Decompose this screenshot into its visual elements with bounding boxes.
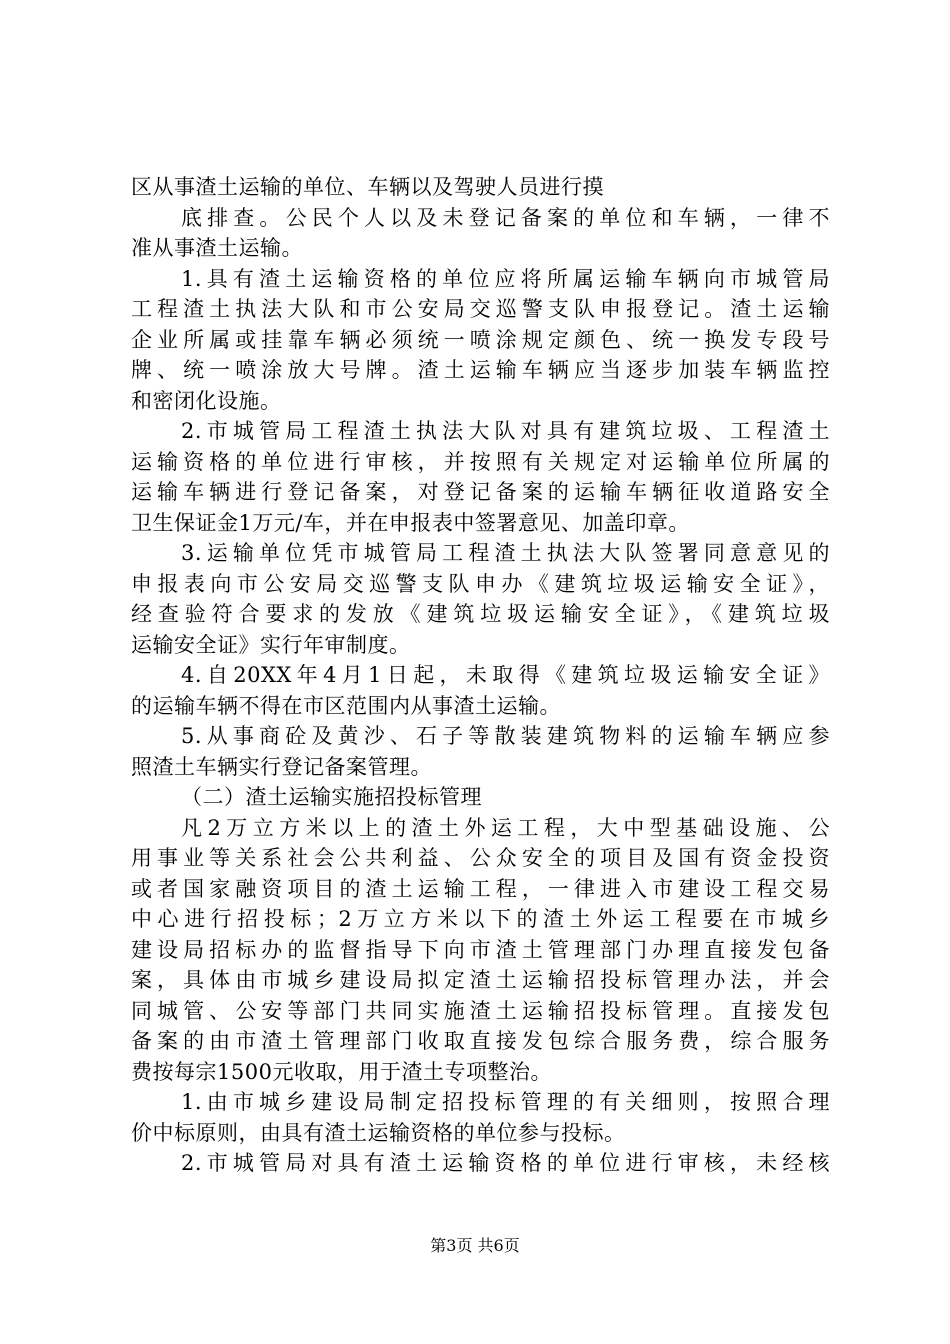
text-line: 4.自20XX年4月1日起，未取得《建筑垃圾运输安全证》 [181, 663, 830, 687]
text-line: 凡2万立方米以上的渣土外运工程，大中型基础设施、公 [181, 815, 830, 840]
text-line: 用事业等关系社会公共利益、公众安全的项目及国有资金投资 [131, 846, 830, 870]
text-line: 3.运输单位凭市城管局工程渣土执法大队签署同意意见的 [181, 541, 830, 565]
text-line: 5.从事商砼及黄沙、石子等散装建筑物料的运输车辆应参 [181, 724, 830, 748]
document-body [131, 172, 830, 1179]
text-line: 建设局招标办的监督指导下向市渣土管理部门办理直接发包备 [131, 937, 830, 962]
text-line: 或者国家融资项目的渣土运输工程，一律进入市建设工程交易 [131, 876, 830, 901]
text-line: （二）渣土运输实施招投标管理 [181, 785, 482, 809]
text-line: 申报表向市公安局交巡警支队申办《建筑垃圾运输安全证》， [131, 571, 830, 596]
text-line: 备案的由市渣土管理部门收取直接发包综合服务费，综合服务 [131, 1029, 830, 1053]
page-footer: 第3页 共6页 [430, 1236, 520, 1255]
text-line: 运输车辆进行登记备案，对登记备案的运输车辆征收道路安全 [131, 480, 830, 504]
text-line: 经查验符合要求的发放《建筑垃圾运输安全证》，《建筑垃圾 [131, 602, 830, 626]
text-line: 企业所属或挂靠车辆必须统一喷涂规定颜色、统一换发专段号 [131, 327, 830, 352]
text-line: 准从事渣土运输。 [131, 236, 303, 260]
text-line: 2.市城管局对具有渣土运输资格的单位进行审核，未经核 [181, 1151, 830, 1175]
text-line: 1.由市城乡建设局制定招投标管理的有关细则，按照合理 [181, 1090, 830, 1114]
text-line: 中心进行招投标；2万立方米以下的渣土外运工程要在市城乡 [131, 907, 830, 931]
text-line: 案，具体由市城乡建设局拟定渣土运输招投标管理办法，并会 [131, 968, 830, 992]
text-line: 底排查。公民个人以及未登记备案的单位和车辆，一律不 [181, 205, 830, 230]
text-line: 2.市城管局工程渣土执法大队对具有建筑垃圾、工程渣土 [181, 419, 830, 443]
text-line: 运输资格的单位进行审核，并按照有关规定对运输单位所属的 [131, 449, 830, 474]
text-line: 运输安全证》实行年审制度。 [131, 632, 411, 657]
text-line: 区从事渣土运输的单位、车辆以及驾驶人员进行摸 [131, 175, 604, 199]
text-line: 费按每宗1500元收取，用于渣土专项整治。 [131, 1059, 552, 1084]
text-line: 同城管、公安等部门共同实施渣土运输招投标管理。直接发包 [131, 998, 830, 1023]
text-line: 的运输车辆不得在市区范围内从事渣土运输。 [131, 693, 561, 718]
text-line: 和密闭化设施。 [131, 388, 282, 413]
text-line: 卫生保证金1万元/车，并在申报表中签署意见、加盖印章。 [131, 510, 690, 535]
text-line: 价中标原则，由具有渣土运输资格的单位参与投标。 [131, 1120, 626, 1145]
text-line: 1.具有渣土运输资格的单位应将所属运输车辆向市城管局 [181, 266, 830, 291]
text-line: 牌、统一喷涂放大号牌。渣土运输车辆应当逐步加装车辆监控 [131, 358, 830, 382]
text-line: 工程渣土执法大队和市公安局交巡警支队申报登记。渣土运输 [131, 297, 830, 321]
text-line: 照渣土车辆实行登记备案管理。 [131, 754, 432, 779]
